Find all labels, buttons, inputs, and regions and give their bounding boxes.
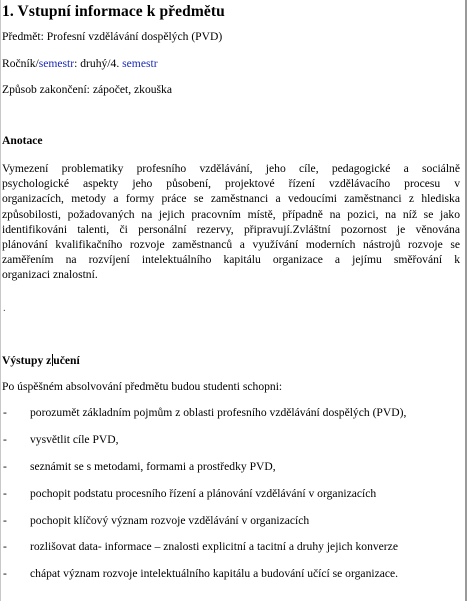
annotation-line: plánování kvalifikačního rozvoje zaměstnanců a využívání moderních nástrojů rozvoje se bbox=[2, 238, 460, 252]
annotation-line: Vymezení problematiky profesního vzdělávání, jeho cíle, pedagogické a sociálně bbox=[2, 162, 460, 175]
outcomes-title bbox=[2, 354, 80, 367]
subject-label: Předmět: bbox=[2, 30, 44, 43]
bullet-dash: - bbox=[3, 406, 7, 419]
page-left-border bbox=[0, 0, 1, 601]
subject-value: Profesní vzdělávání dospělých (PVD) bbox=[46, 30, 223, 43]
bullet-dash: - bbox=[3, 514, 7, 527]
year-label: Ročník/ bbox=[2, 57, 39, 70]
outcome-item: vysvětlit cíle PVD, bbox=[30, 433, 119, 446]
outcomes-title-part2: učení bbox=[53, 354, 80, 367]
outcome-item: pochopit klíčový význam rozvoje vzdělávání v organizacích bbox=[30, 514, 310, 527]
semester-link[interactable]: semestr bbox=[38, 57, 75, 70]
outcome-item: chápat význam rozvoje intelektuálního kapitálu a budování učící se organizace. bbox=[30, 567, 399, 580]
bullet-dash: - bbox=[3, 567, 7, 580]
semester-value-link[interactable]: semestr bbox=[122, 57, 158, 70]
annotation-line: způsobilosti, požadovaných na jejich pracovním místě, případně na pozici, na níž se jako bbox=[2, 207, 460, 221]
outcome-item: rozlišovat data- informace – znalosti explicitní a tacitní a druhy jejich konverze bbox=[30, 540, 398, 553]
outcome-item: porozumět základním pojmům z oblasti profesního vzdělávání dospělých (PVD), bbox=[30, 406, 407, 419]
outcomes-title-part1: Výstupy z bbox=[2, 354, 52, 367]
bullet-dash: - bbox=[3, 487, 7, 500]
bullet-dash: - bbox=[3, 540, 7, 553]
subject-line bbox=[2, 30, 222, 43]
outcomes-intro: Po úspěšném absolvování předmětu budou studenti schopni: bbox=[2, 380, 283, 393]
annotation-line: organizacích, metody a formy práce se zaměstnanci a vedoucími zaměstnanci z hlediska bbox=[2, 192, 460, 206]
annotation-line: psychologické aspekty jeho působení, projektové řízení vzdělávacího procesu v bbox=[2, 177, 460, 191]
outcome-item: pochopit podstatu procesního řízení a plánování vzdělávání v organizacích bbox=[30, 487, 377, 500]
bullet-dash: - bbox=[3, 460, 7, 473]
bullet-dash: - bbox=[3, 433, 7, 446]
stray-mark: . bbox=[3, 302, 6, 314]
completion-label: Způsob zakončení: bbox=[2, 83, 90, 96]
completion-line bbox=[2, 83, 172, 96]
annotation-paragraph bbox=[2, 161, 460, 283]
completion-value: zápočet, zkouška bbox=[92, 83, 172, 96]
year-value: : druhý/4. bbox=[74, 57, 120, 70]
outcome-item: seznámit se s metodami, formami a prostředky PVD, bbox=[30, 460, 276, 473]
page-title: 1. Vstupní informace k předmětu bbox=[2, 3, 225, 20]
annotation-line: zaměřením na rozvíjení intelektuálního kapitálu organizace a jejímu směřování k bbox=[2, 253, 460, 267]
annotation-line: identifikováni talenti, či personální rezervy, připravují.Zvláštní pozornost je věnována bbox=[2, 222, 460, 236]
annotation-title: Anotace bbox=[2, 134, 43, 147]
year-line bbox=[2, 57, 158, 70]
annotation-line: organizaci znalostní. bbox=[2, 268, 98, 282]
